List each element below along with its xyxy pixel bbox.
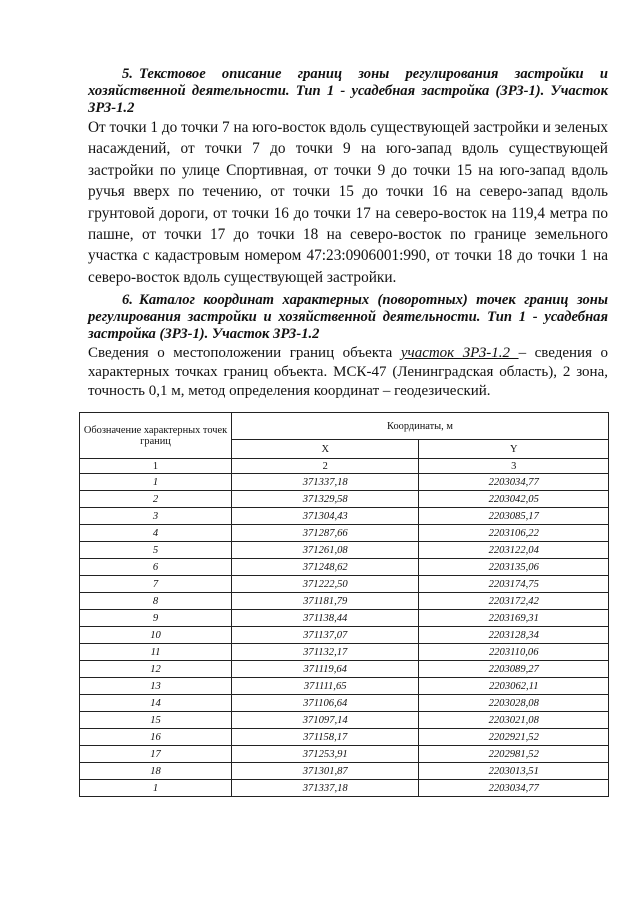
y-coordinate-cell: 2203122,04 bbox=[419, 542, 609, 559]
table-row bbox=[80, 610, 609, 627]
table-row bbox=[80, 559, 609, 576]
y-coordinate-cell: 2203135,06 bbox=[419, 559, 609, 576]
table-row bbox=[80, 746, 609, 763]
y-coordinate-cell: 2202981,52 bbox=[419, 746, 609, 763]
y-coordinate-cell: 2203089,27 bbox=[419, 661, 609, 678]
header-points: Обозначение характерных точек границ bbox=[80, 413, 232, 459]
table-row bbox=[80, 627, 609, 644]
point-number-cell: 18 bbox=[80, 763, 232, 780]
y-coordinate-cell: 2203169,31 bbox=[419, 610, 609, 627]
table-row bbox=[80, 508, 609, 525]
point-number-cell: 14 bbox=[80, 695, 232, 712]
y-coordinate-cell: 2203174,75 bbox=[419, 576, 609, 593]
x-coordinate-cell: 371097,14 bbox=[231, 712, 418, 729]
y-coordinate-cell: 2203128,34 bbox=[419, 627, 609, 644]
table-row bbox=[80, 491, 609, 508]
x-coordinate-cell: 371111,65 bbox=[231, 678, 418, 695]
section-5-body: От точки 1 до точки 7 на юго-восток вдоль существующей застройки и зеленых насаждений, от точки 7 до точки 9 на юго-запад вдоль существующей застройки по улице Спортивная, от точки 9 до точки 15 на юго-запад вдоль ручья вверх по течению, от точки 15 до точки 16 на северо-запад вдоль грунтовой дороги, от точки 16 до точки 17 на северо-восток на 119,4 метра по пашне, от точки 17 до точки 18 на северо-восток по границе земельного участка с кадастровым номером 47:23:0906001:990, от точки 18 до точки 1 на северо-восток вдоль существующей застройки. bbox=[88, 119, 609, 286]
point-number-cell: 12 bbox=[80, 661, 232, 678]
table-row bbox=[80, 474, 609, 491]
y-coordinate-cell: 2203042,05 bbox=[419, 491, 609, 508]
table-row bbox=[80, 763, 609, 780]
header-x: X bbox=[231, 440, 418, 459]
point-number-cell: 17 bbox=[80, 746, 232, 763]
y-coordinate-cell: 2203062,11 bbox=[419, 678, 609, 695]
table-row bbox=[80, 576, 609, 593]
point-number-cell: 5 bbox=[80, 542, 232, 559]
table-row bbox=[80, 525, 609, 542]
table-row bbox=[80, 678, 609, 695]
x-coordinate-cell: 371181,79 bbox=[231, 593, 418, 610]
point-number-cell: 1 bbox=[80, 474, 232, 491]
intro-text-before: Сведения о местоположении границ объекта bbox=[88, 345, 401, 361]
x-coordinate-cell: 371253,91 bbox=[231, 746, 418, 763]
table-row bbox=[80, 712, 609, 729]
point-number-cell: 6 bbox=[80, 559, 232, 576]
point-number-cell: 16 bbox=[80, 729, 232, 746]
y-coordinate-cell: 2203034,77 bbox=[419, 780, 609, 797]
y-coordinate-cell: 2202921,52 bbox=[419, 729, 609, 746]
parcel-link: участок ЗРЗ-1.2 bbox=[400, 345, 519, 361]
section-5-heading bbox=[88, 66, 608, 117]
y-coordinate-cell: 2203013,51 bbox=[419, 763, 609, 780]
x-coordinate-cell: 371329,58 bbox=[231, 491, 418, 508]
x-coordinate-cell: 371132,17 bbox=[231, 644, 418, 661]
coordinates-table bbox=[79, 412, 609, 797]
y-coordinate-cell: 2203085,17 bbox=[419, 508, 609, 525]
x-coordinate-cell: 371304,43 bbox=[231, 508, 418, 525]
y-coordinate-cell: 2203028,08 bbox=[419, 695, 609, 712]
x-coordinate-cell: 371137,07 bbox=[231, 627, 418, 644]
table-row bbox=[80, 593, 609, 610]
point-number-cell: 4 bbox=[80, 525, 232, 542]
x-coordinate-cell: 371138,44 bbox=[231, 610, 418, 627]
section-6-title: Каталог координат характерных (поворотных) точек границ зоны регулирования застройки и хозяйственной деятельности. Тип 1 - усадебная застройка (ЗРЗ-1). Участок ЗРЗ-1.2 bbox=[88, 292, 608, 342]
section-6-intro bbox=[88, 344, 608, 401]
header-y: Y bbox=[419, 440, 609, 459]
point-number-cell: 13 bbox=[80, 678, 232, 695]
x-coordinate-cell: 371158,17 bbox=[231, 729, 418, 746]
intro-text-after: – сведения о характерных точках границ объекта. МСК-47 (Ленинградская область), 2 зона, точность 0,1 м, метод определения координат – геодезический. bbox=[88, 345, 609, 399]
x-coordinate-cell: 371106,64 bbox=[231, 695, 418, 712]
y-coordinate-cell: 2203172,42 bbox=[419, 593, 609, 610]
point-number-cell: 10 bbox=[80, 627, 232, 644]
column-number-2: 2 bbox=[231, 459, 418, 474]
header-coordinates: Координаты, м bbox=[231, 413, 608, 440]
point-number-cell: 11 bbox=[80, 644, 232, 661]
table-row bbox=[80, 661, 609, 678]
column-number-3: 3 bbox=[419, 459, 609, 474]
x-coordinate-cell: 371337,18 bbox=[231, 780, 418, 797]
section-6-number: 6. bbox=[122, 292, 133, 308]
y-coordinate-cell: 2203021,08 bbox=[419, 712, 609, 729]
table-row bbox=[80, 695, 609, 712]
point-number-cell: 7 bbox=[80, 576, 232, 593]
x-coordinate-cell: 371119,64 bbox=[231, 661, 418, 678]
point-number-cell: 3 bbox=[80, 508, 232, 525]
x-coordinate-cell: 371337,18 bbox=[231, 474, 418, 491]
y-coordinate-cell: 2203106,22 bbox=[419, 525, 609, 542]
section-5-number: 5. bbox=[122, 66, 133, 82]
table-row bbox=[80, 780, 609, 797]
point-number-cell: 9 bbox=[80, 610, 232, 627]
x-coordinate-cell: 371222,50 bbox=[231, 576, 418, 593]
y-coordinate-cell: 2203034,77 bbox=[419, 474, 609, 491]
point-number-cell: 8 bbox=[80, 593, 232, 610]
y-coordinate-cell: 2203110,06 bbox=[419, 644, 609, 661]
point-number-cell: 2 bbox=[80, 491, 232, 508]
table-row bbox=[80, 542, 609, 559]
section-5-title: Текстовое описание границ зоны регулирования застройки и хозяйственной деятельности. Тип 1 - усадебная застройка (ЗРЗ-1). Участок ЗРЗ-1.2 bbox=[88, 66, 608, 116]
coordinates-table-body bbox=[80, 474, 609, 797]
x-coordinate-cell: 371261,08 bbox=[231, 542, 418, 559]
point-number-cell: 15 bbox=[80, 712, 232, 729]
table-row bbox=[80, 729, 609, 746]
x-coordinate-cell: 371248,62 bbox=[231, 559, 418, 576]
x-coordinate-cell: 371301,87 bbox=[231, 763, 418, 780]
column-number-1: 1 bbox=[80, 459, 232, 474]
table-row bbox=[80, 644, 609, 661]
point-number-cell: 1 bbox=[80, 780, 232, 797]
section-6-heading bbox=[88, 292, 608, 343]
x-coordinate-cell: 371287,66 bbox=[231, 525, 418, 542]
